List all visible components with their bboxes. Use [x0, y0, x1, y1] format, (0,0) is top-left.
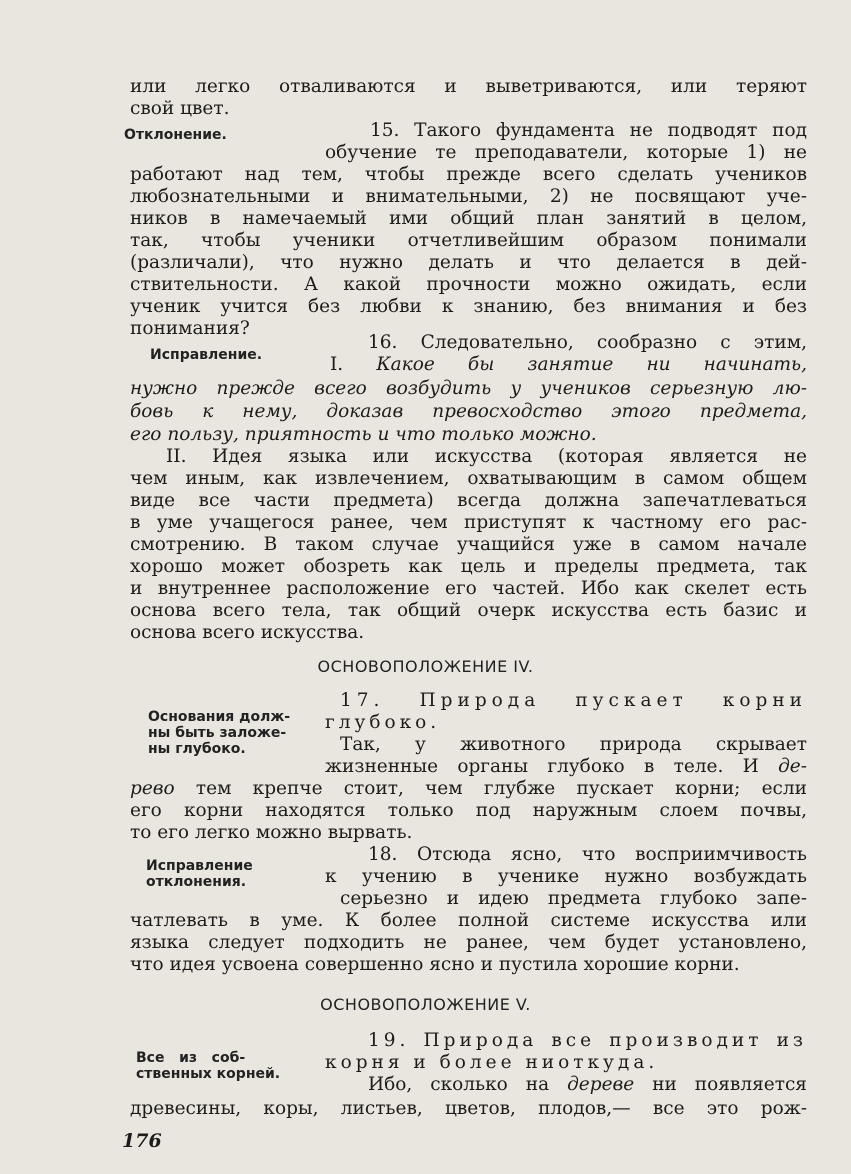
text-line [325, 756, 807, 778]
italic-text: Какое бы занятие ни начинать, [376, 354, 807, 375]
text-line: хорошо может обозреть как цель и пределы предмета, так [130, 556, 807, 577]
text-line: нужно прежде всего возбудить у учеников серьезную лю- [130, 378, 807, 399]
text-line: ствительности. А какой прочности можно ожидать, если [130, 274, 807, 295]
text-line: и внутреннее расположение его частей. Ибо как скелет есть [130, 578, 807, 599]
sidenote-foundations: Основания долж- ны быть заложе- ны глубоко. [148, 709, 291, 757]
text-line: корня и более ниоткуда. [325, 1052, 659, 1073]
text-line: Так, у животного природа скрывает [340, 734, 807, 755]
text-line: обучение те преподаватели, которые 1) не [325, 142, 807, 163]
text-line: основа всего искусства. [130, 622, 365, 643]
text-line [368, 1074, 807, 1096]
text-line [130, 778, 807, 800]
text-line: ников в намечаемый ими общий план занятий в целом, [130, 208, 807, 229]
text-line: основа всего тела, так общий очерк искусства есть базис и [130, 600, 807, 621]
text-line: 16. Следовательно, сообразно с этим, [368, 332, 807, 353]
italic-text: рево [130, 778, 175, 799]
text-line: 15. Такого фундамента не подводят под [370, 120, 807, 141]
text-span: Ибо, сколько на [368, 1074, 568, 1095]
text-span: тем крепче стоит, чем глубже пускает корни; если [174, 778, 807, 799]
section-heading: ОСНОВОПОЛОЖЕНИЕ IV. [317, 657, 534, 676]
sidenote-correction: Исправление. [150, 347, 263, 363]
text-line: 18. Отсюда ясно, что восприимчивость [368, 844, 807, 865]
text-line: виде все части предмета) всегда должна запечатлеваться [130, 490, 807, 511]
text-line: серьезно и идею предмета глубоко запе- [340, 888, 807, 909]
section-heading: ОСНОВОПОЛОЖЕНИЕ V. [320, 995, 531, 1014]
text-line: понимания? [130, 318, 250, 339]
sidenote-deviation: Отклонение. [124, 127, 227, 143]
text-line: чем иным, как извлечением, охватывающим в самом общем [130, 468, 807, 489]
text-line: свой цвет. [130, 98, 230, 119]
italic-text: де- [778, 756, 807, 777]
text-line: бовь к нему, доказав превосходство этого предмета, [130, 401, 807, 422]
text-span: жизненные органы глубоко в теле. И [325, 756, 759, 777]
text-line: работают над тем, чтобы прежде всего сделать учеников [130, 164, 807, 185]
text-line: ученик учится без любви к знанию, без внимания и без [130, 296, 807, 317]
text-line: 17. Природа пускает корни [340, 690, 807, 711]
text-line: глубоко. [325, 712, 441, 733]
text-line: 19. Природа все производит из [368, 1030, 807, 1051]
text-line: его пользу, приятность и что только можно. [130, 424, 597, 445]
text-line: что идея усвоена совершенно ясно и пустила хорошие корни. [130, 954, 740, 975]
sidenote-deviation-correction: Исправление отклонения. [146, 858, 253, 890]
sidenote-roots: Все из соб- ственных корней. [136, 1050, 281, 1082]
roman-numeral: I. [330, 354, 377, 375]
text-line: языка следует подходить не ранее, чем будет установлено, [130, 932, 807, 953]
text-line: чатлевать в уме. К более полной системе искусства или [130, 910, 807, 931]
text-line: (различали), что нужно делать и что делается в дей- [130, 252, 807, 273]
text-line: любознательными и внимательными, 2) не посвящают уче- [130, 186, 807, 207]
text-line: его корни находятся только под наружным слоем почвы, [130, 800, 807, 821]
text-line: в уме учащегося ранее, чем приступят к частному его рас- [130, 512, 807, 533]
text-line: то его легко можно вырвать. [130, 822, 413, 843]
text-line: II. Идея языка или искусства (которая является не [166, 446, 807, 467]
page-number: 176 [122, 1130, 162, 1152]
text-line: так, чтобы ученики отчетливейшим образом понимали [130, 230, 807, 251]
text-line [330, 354, 807, 376]
text-span: ни появляется [634, 1074, 807, 1095]
italic-text: дереве [567, 1074, 635, 1095]
text-line: к учению в ученике нужно возбуждать [325, 866, 807, 887]
text-line: смотрению. В таком случае учащийся уже в самом начале [130, 534, 807, 555]
text-line: древесины, коры, листьев, цветов, плодов,— все это рож- [130, 1098, 807, 1119]
text-line: или легко отваливаются и выветриваются, или теряют [130, 76, 807, 97]
